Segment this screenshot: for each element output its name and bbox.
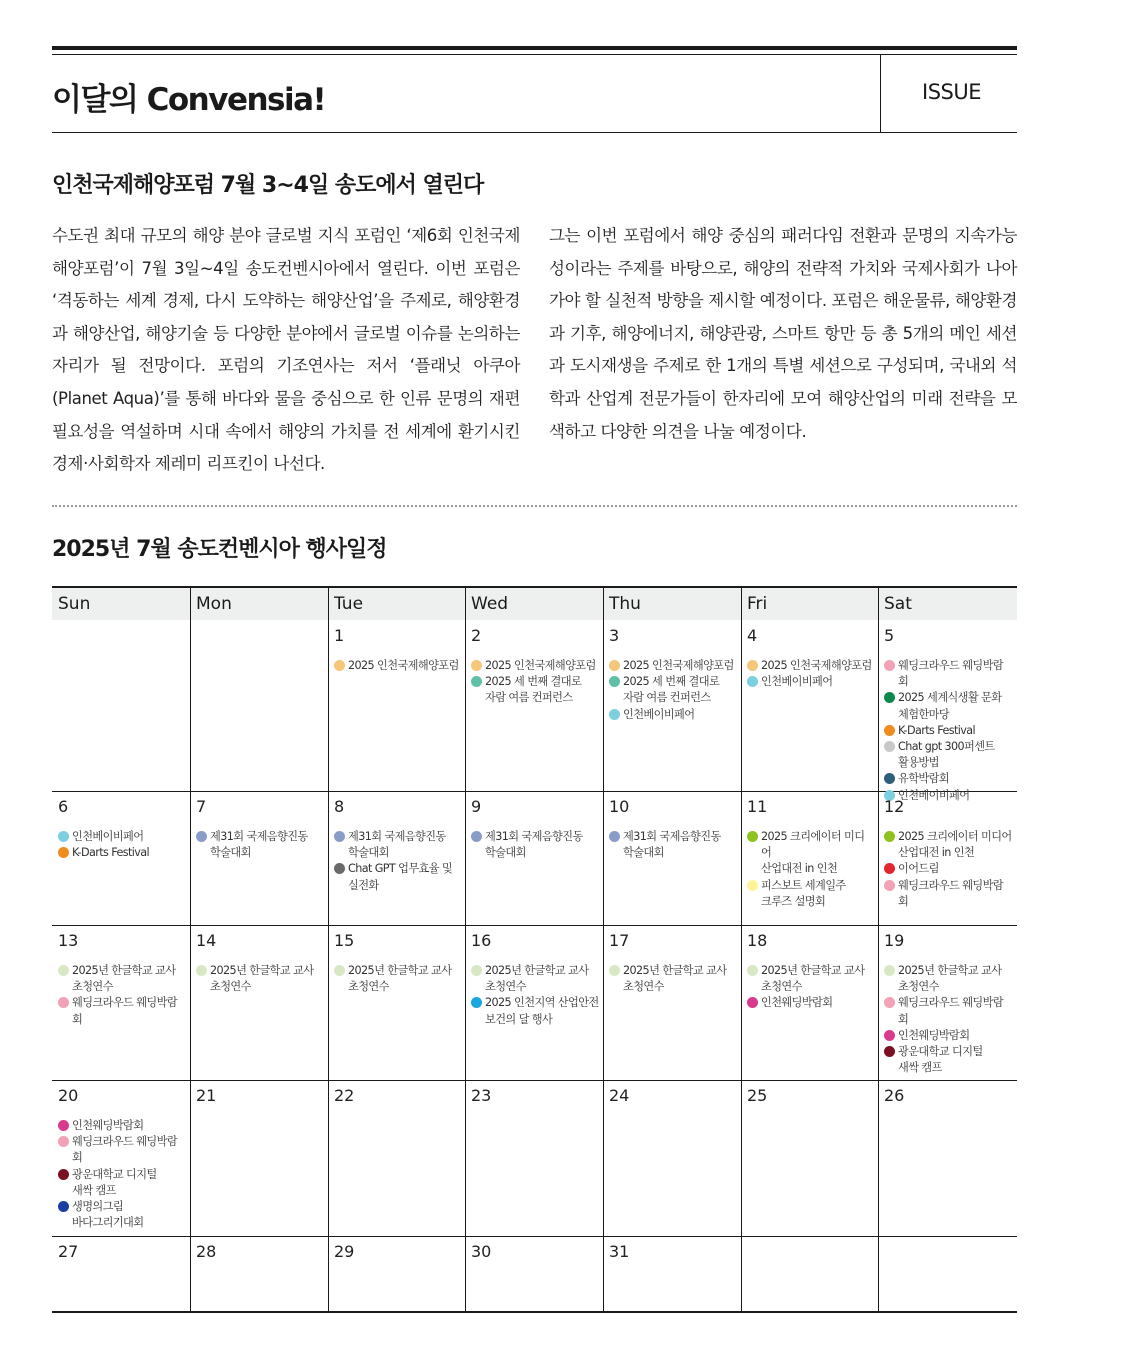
event-label: 2025 인천국제해양포럼 bbox=[348, 659, 459, 672]
event-color-dot-icon bbox=[58, 1136, 69, 1147]
calendar-day-cell[interactable] bbox=[603, 925, 741, 1080]
day-number: 28 bbox=[196, 1242, 217, 1261]
event-color-dot-icon bbox=[747, 965, 758, 976]
event-label: 2025년 한글학교 교사 초청연수 bbox=[348, 964, 452, 994]
event-item[interactable] bbox=[471, 963, 599, 995]
calendar-day-cell[interactable] bbox=[190, 620, 328, 791]
event-color-dot-icon bbox=[884, 741, 895, 752]
calendar-day-cell[interactable] bbox=[603, 1080, 741, 1236]
day-number: 17 bbox=[609, 931, 630, 950]
event-item[interactable] bbox=[58, 1134, 186, 1166]
event-item[interactable] bbox=[884, 963, 1013, 995]
event-item[interactable] bbox=[884, 723, 1013, 739]
day-number bbox=[196, 626, 324, 658]
calendar-day-cell[interactable] bbox=[878, 1236, 1017, 1313]
event-color-dot-icon bbox=[884, 660, 895, 671]
day-number: 9 bbox=[471, 797, 482, 816]
calendar-day-cell[interactable] bbox=[465, 925, 603, 1080]
event-color-dot-icon bbox=[884, 965, 895, 976]
day-number: 31 bbox=[609, 1242, 630, 1261]
calendar-day-cell[interactable] bbox=[52, 791, 190, 925]
day-number bbox=[58, 626, 186, 658]
event-color-dot-icon bbox=[884, 1046, 895, 1057]
day-number: 19 bbox=[884, 931, 905, 950]
day-number: 21 bbox=[196, 1086, 217, 1105]
day-number: 4 bbox=[747, 626, 758, 645]
weekday-thu: Thu bbox=[609, 594, 641, 614]
event-color-dot-icon bbox=[747, 880, 758, 891]
calendar-day-cell[interactable] bbox=[878, 620, 1017, 802]
event-color-dot-icon bbox=[58, 1201, 69, 1212]
calendar-day-cell[interactable] bbox=[878, 791, 1017, 925]
day-number: 30 bbox=[471, 1242, 492, 1261]
event-item[interactable] bbox=[334, 829, 461, 861]
event-label: 인천웨딩박람회 bbox=[761, 996, 833, 1010]
event-color-dot-icon bbox=[471, 965, 482, 976]
event-color-dot-icon bbox=[58, 1120, 69, 1131]
event-color-dot-icon bbox=[884, 725, 895, 736]
calendar-day-cell[interactable] bbox=[603, 1236, 741, 1313]
event-color-dot-icon bbox=[58, 847, 69, 858]
day-number: 20 bbox=[58, 1086, 79, 1105]
calendar-day-cell[interactable] bbox=[52, 1080, 190, 1236]
event-item[interactable] bbox=[58, 845, 186, 861]
event-color-dot-icon bbox=[609, 965, 620, 976]
event-color-dot-icon bbox=[884, 692, 895, 703]
calendar-day-cell[interactable] bbox=[465, 1236, 603, 1313]
event-color-dot-icon bbox=[884, 1030, 895, 1041]
calendar-day-cell[interactable] bbox=[741, 620, 878, 791]
day-number: 7 bbox=[196, 797, 207, 816]
day-number: 6 bbox=[58, 797, 69, 816]
event-label: 제31회 국제음향진동 학술대회 bbox=[210, 830, 308, 860]
event-label: 웨딩크라우드 웨딩박람회 bbox=[72, 1135, 178, 1165]
event-item[interactable] bbox=[884, 1028, 1013, 1044]
day-number: 13 bbox=[58, 931, 79, 950]
event-item[interactable] bbox=[747, 995, 874, 1011]
event-label: 인천베이비페어 bbox=[898, 788, 970, 802]
event-item[interactable] bbox=[334, 963, 461, 995]
event-label: K-Darts Festival bbox=[72, 846, 150, 860]
event-color-dot-icon bbox=[58, 997, 69, 1008]
event-label: 인천베이비페어 bbox=[72, 830, 144, 843]
event-label: 피스보트 세계일주 크루즈 설명회 bbox=[761, 878, 846, 908]
event-label: 웨딩크라우드 웨딩박람회 bbox=[898, 878, 1004, 908]
event-label: 제31회 국제음향진동 학술대회 bbox=[623, 830, 721, 860]
event-color-dot-icon bbox=[609, 709, 620, 720]
calendar-day-cell[interactable] bbox=[52, 925, 190, 1080]
event-item[interactable] bbox=[609, 658, 737, 674]
event-color-dot-icon bbox=[58, 1169, 69, 1180]
event-label: Chat GPT 업무효율 및 실전화 bbox=[348, 862, 453, 892]
event-color-dot-icon bbox=[334, 660, 345, 671]
event-item[interactable] bbox=[196, 963, 324, 995]
event-color-dot-icon bbox=[609, 660, 620, 671]
event-color-dot-icon bbox=[884, 880, 895, 891]
event-item[interactable] bbox=[884, 861, 1013, 877]
calendar-day-cell[interactable] bbox=[52, 1236, 190, 1313]
event-item[interactable] bbox=[58, 995, 186, 1027]
day-number: 2 bbox=[471, 626, 482, 645]
event-color-dot-icon bbox=[471, 676, 482, 687]
event-item[interactable] bbox=[884, 1044, 1013, 1076]
event-label: 2025 세 번째 결대로 자람 여름 컨퍼런스 bbox=[485, 675, 582, 705]
event-color-dot-icon bbox=[334, 831, 345, 842]
event-item[interactable] bbox=[334, 658, 461, 674]
calendar-day-cell[interactable] bbox=[603, 791, 741, 925]
header-top-rule bbox=[52, 46, 1017, 50]
event-color-dot-icon bbox=[609, 676, 620, 687]
event-label: 2025 인천국제해양포럼 bbox=[761, 659, 872, 672]
day-number: 3 bbox=[609, 626, 620, 645]
event-label: Chat gpt 300퍼센트 활용방법 bbox=[898, 740, 995, 770]
event-label: 웨딩크라우드 웨딩박람회 bbox=[898, 996, 1004, 1026]
day-number: 25 bbox=[747, 1086, 768, 1105]
event-label: 인천웨딩박람회 bbox=[72, 1119, 144, 1132]
event-item[interactable] bbox=[747, 674, 874, 690]
event-item[interactable] bbox=[471, 658, 599, 674]
day-number: 26 bbox=[884, 1086, 905, 1105]
article-title: 인천국제해양포럼 7월 3~4일 송도에서 열린다 bbox=[52, 173, 484, 198]
header-divider bbox=[880, 54, 881, 132]
weekday-sun: Sun bbox=[58, 594, 91, 614]
event-color-dot-icon bbox=[196, 965, 207, 976]
event-color-dot-icon bbox=[884, 863, 895, 874]
event-item[interactable] bbox=[471, 995, 599, 1027]
event-color-dot-icon bbox=[884, 997, 895, 1008]
calendar-day-cell[interactable] bbox=[190, 925, 328, 1080]
event-color-dot-icon bbox=[471, 660, 482, 671]
calendar-day-cell[interactable] bbox=[741, 925, 878, 1080]
calendar-day-cell[interactable] bbox=[603, 620, 741, 791]
event-label: 제31회 국제음향진동 학술대회 bbox=[485, 830, 583, 860]
calendar-day-cell[interactable] bbox=[328, 1080, 465, 1236]
day-number bbox=[884, 1242, 1013, 1274]
calendar-day-cell[interactable] bbox=[465, 620, 603, 791]
event-color-dot-icon bbox=[747, 831, 758, 842]
day-number bbox=[747, 1242, 874, 1274]
event-item[interactable] bbox=[609, 674, 737, 706]
event-label: 인천베이비페어 bbox=[761, 675, 833, 689]
day-number: 16 bbox=[471, 931, 492, 950]
event-label: 2025년 한글학교 교사 초청연수 bbox=[72, 964, 176, 994]
event-item[interactable] bbox=[884, 995, 1013, 1027]
event-label: 광운대학교 디지털 새싹 캠프 bbox=[72, 1167, 157, 1197]
day-number: 11 bbox=[747, 797, 768, 816]
event-item[interactable] bbox=[884, 739, 1013, 771]
event-color-dot-icon bbox=[471, 997, 482, 1008]
article-body-left: 수도권 최대 규모의 해양 분야 글로벌 지식 포럼인 ‘제6회 인천국제해양포럼’이 7월 3일~4일 송도컨벤시아에서 열린다. 이번 포럼은 ‘격동하는 세계 경제, 다시 도약하는 해양산업’을 주제로, 해양환경과 해양산업, 해양기술 등 다양한 분야에서 글로벌 이슈를 논의하는 자리가 될 전망이다. 포럼의 기조연사는 저서 ‘플래닛 아쿠아(Planet Aqua)’를 통해 바다와 물을 중심으로 한 인류 문명의 재편 필요성을 역설하며 시대 속에서 해양의 가치를 전 세계에 환기시킨 경제·사회학자 제레미 리프킨이 나선다. bbox=[52, 226, 520, 474]
event-label: 2025년 한글학교 교사 초청연수 bbox=[210, 964, 314, 994]
event-item[interactable] bbox=[884, 658, 1013, 690]
event-label: 인천베이비페어 bbox=[623, 707, 695, 721]
weekday-header-row bbox=[52, 588, 1017, 620]
event-item[interactable] bbox=[471, 674, 599, 706]
event-label: 2025년 한글학교 교사 초청연수 bbox=[761, 964, 865, 994]
calendar-day-cell[interactable] bbox=[190, 1080, 328, 1236]
event-label: 2025 세 번째 결대로 자람 여름 컨퍼런스 bbox=[623, 675, 720, 705]
calendar-day-cell[interactable] bbox=[878, 925, 1017, 1080]
event-color-dot-icon bbox=[334, 965, 345, 976]
event-item[interactable] bbox=[747, 963, 874, 995]
event-item[interactable] bbox=[58, 1118, 186, 1134]
event-label: 제31회 국제음향진동 학술대회 bbox=[348, 830, 446, 860]
day-number: 27 bbox=[58, 1242, 79, 1261]
event-item[interactable] bbox=[58, 1167, 186, 1199]
event-item[interactable] bbox=[58, 963, 186, 995]
day-number: 10 bbox=[609, 797, 630, 816]
event-item[interactable] bbox=[884, 771, 1013, 787]
calendar-day-cell[interactable] bbox=[465, 1080, 603, 1236]
event-item[interactable] bbox=[58, 829, 186, 845]
event-color-dot-icon bbox=[884, 831, 895, 842]
event-label: 2025 인천국제해양포럼 bbox=[623, 659, 734, 672]
dotted-divider bbox=[52, 505, 1017, 507]
day-number: 24 bbox=[609, 1086, 630, 1105]
event-label: 2025 인천지역 산업안전 보건의 달 행사 bbox=[485, 996, 599, 1026]
event-label: K-Darts Festival bbox=[898, 723, 976, 737]
event-label: 2025 인천국제해양포럼 bbox=[485, 659, 596, 672]
event-item[interactable] bbox=[747, 878, 874, 910]
event-label: 인천웨딩박람회 bbox=[898, 1028, 970, 1042]
day-number: 1 bbox=[334, 626, 345, 645]
event-color-dot-icon bbox=[747, 676, 758, 687]
calendar-day-cell[interactable] bbox=[741, 1236, 878, 1313]
event-color-dot-icon bbox=[196, 831, 207, 842]
event-color-dot-icon bbox=[609, 831, 620, 842]
day-number: 5 bbox=[884, 626, 895, 645]
event-item[interactable] bbox=[471, 829, 599, 861]
event-color-dot-icon bbox=[747, 660, 758, 671]
event-color-dot-icon bbox=[747, 997, 758, 1008]
calendar-day-cell[interactable] bbox=[741, 1080, 878, 1236]
event-label: 2025년 한글학교 교사 초청연수 bbox=[623, 964, 727, 994]
event-item[interactable] bbox=[609, 829, 737, 861]
event-item[interactable] bbox=[609, 963, 737, 995]
day-number: 18 bbox=[747, 931, 768, 950]
page-title: 이달의 Convensia! bbox=[52, 82, 326, 118]
day-number: 12 bbox=[884, 797, 905, 816]
event-item[interactable] bbox=[196, 829, 324, 861]
event-calendar bbox=[52, 586, 1017, 1313]
calendar-day-cell[interactable] bbox=[52, 620, 190, 791]
page-header bbox=[52, 54, 1017, 133]
calendar-day-cell[interactable] bbox=[465, 791, 603, 925]
event-item[interactable] bbox=[884, 690, 1013, 722]
day-number: 29 bbox=[334, 1242, 355, 1261]
calendar-day-cell[interactable] bbox=[190, 1236, 328, 1313]
day-number: 15 bbox=[334, 931, 355, 950]
event-label: 이어드림 bbox=[898, 862, 939, 876]
calendar-day-cell[interactable] bbox=[328, 620, 465, 791]
event-label: 웨딩크라우드 웨딩박람회 bbox=[72, 996, 178, 1026]
event-color-dot-icon bbox=[884, 773, 895, 784]
event-item[interactable] bbox=[58, 1199, 186, 1231]
calendar-day-cell[interactable] bbox=[328, 791, 465, 925]
event-label: 2025년 한글학교 교사 초청연수 bbox=[898, 964, 1002, 994]
event-color-dot-icon bbox=[58, 831, 69, 842]
calendar-day-cell[interactable] bbox=[328, 1236, 465, 1313]
day-number: 8 bbox=[334, 797, 345, 816]
day-number: 14 bbox=[196, 931, 217, 950]
event-item[interactable] bbox=[884, 878, 1013, 910]
weekday-fri: Fri bbox=[747, 594, 768, 614]
event-item[interactable] bbox=[747, 658, 874, 674]
event-item[interactable] bbox=[334, 861, 461, 893]
event-item[interactable] bbox=[884, 829, 1013, 861]
calendar-day-cell[interactable] bbox=[190, 791, 328, 925]
weekday-tue: Tue bbox=[334, 594, 364, 614]
event-item[interactable] bbox=[747, 829, 874, 878]
event-label: 유학박람회 bbox=[898, 772, 950, 786]
schedule-title: 2025년 7월 송도컨벤시아 행사일정 bbox=[52, 537, 387, 562]
event-label: 2025 크리에이터 미디어 산업대전 in 인천 bbox=[898, 830, 1012, 860]
article-body-right: 그는 이번 포럼에서 해양 중심의 패러다임 전환과 문명의 지속가능성이라는 주제를 바탕으로, 해양의 전략적 가치와 국제사회가 나아가야 할 실천적 방향을 제시할 예정이다. 포럼은 해운물류, 해양환경과 기후, 해양에너지, 해양관광, 스마트 항만 등 총 5개의 메인 세션과 도시재생을 주제로 한 1개의 특별 세션으로 구성되며, 국내외 석학과 산업계 전문가들이 한자리에 모여 해양산업의 미래 전략을 모색하고 다양한 의견을 나눌 예정이다. bbox=[549, 226, 1018, 441]
event-color-dot-icon bbox=[471, 831, 482, 842]
weekday-mon: Mon bbox=[196, 594, 232, 614]
calendar-day-cell[interactable] bbox=[328, 925, 465, 1080]
event-label: 2025 크리에이터 미디어 산업대전 in 인천 bbox=[761, 830, 865, 876]
weekday-sat: Sat bbox=[884, 594, 912, 614]
event-item[interactable] bbox=[609, 707, 737, 723]
calendar-day-cell[interactable] bbox=[741, 791, 878, 925]
event-label: 웨딩크라우드 웨딩박람회 bbox=[898, 659, 1004, 689]
section-tag: ISSUE bbox=[922, 80, 981, 104]
event-color-dot-icon bbox=[58, 965, 69, 976]
event-label: 2025 세계식생활 문화 체험한마당 bbox=[898, 691, 1002, 721]
event-label: 광운대학교 디지털 새싹 캠프 bbox=[898, 1045, 983, 1075]
weekday-wed: Wed bbox=[471, 594, 509, 614]
day-number: 22 bbox=[334, 1086, 355, 1105]
day-number: 23 bbox=[471, 1086, 492, 1105]
calendar-day-cell[interactable] bbox=[878, 1080, 1017, 1236]
event-label: 생명의그림 바다그리기대회 bbox=[72, 1200, 144, 1230]
event-label: 2025년 한글학교 교사 초청연수 bbox=[485, 964, 589, 994]
event-color-dot-icon bbox=[334, 863, 345, 874]
